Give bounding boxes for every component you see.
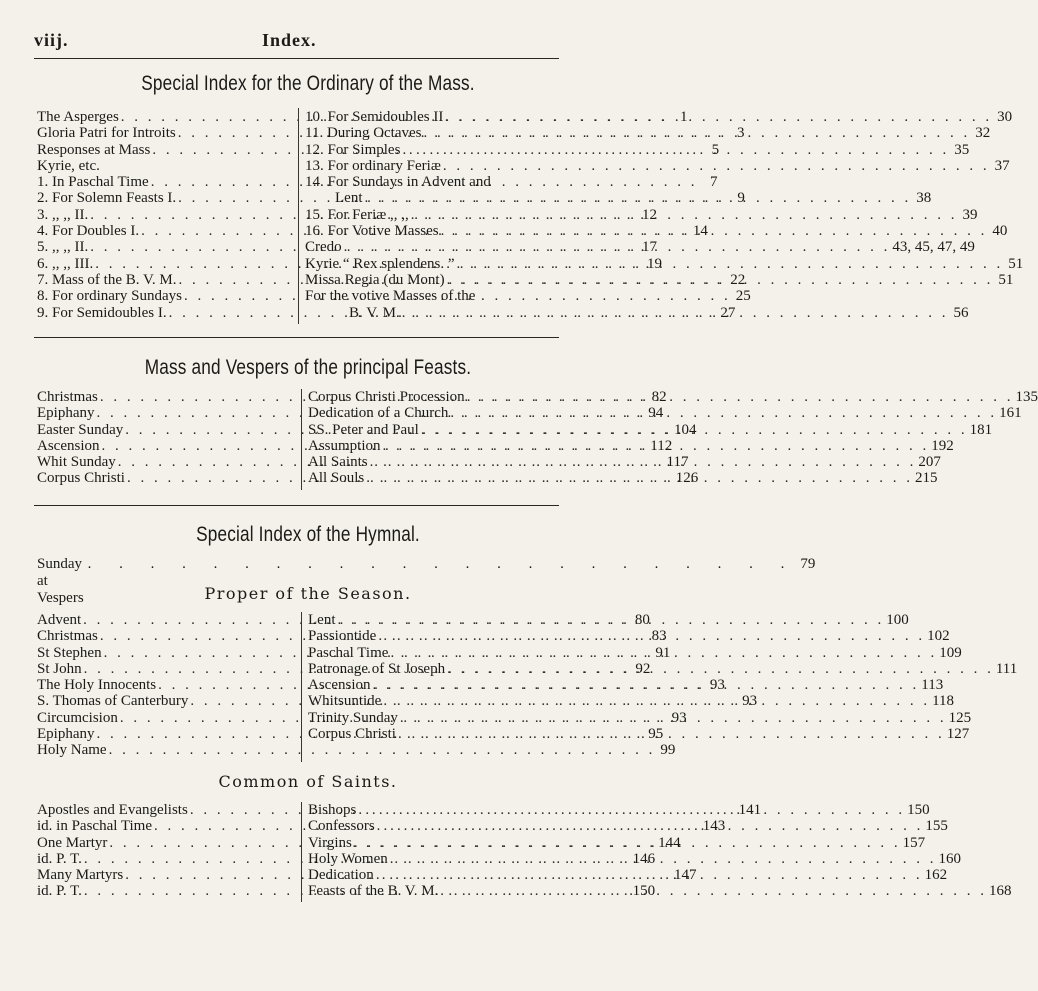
entry-label: 12. For Simples: [305, 141, 401, 158]
entry-page: 150: [907, 802, 930, 818]
index-entry: [305, 288, 563, 304]
entry-page: 162: [924, 867, 948, 884]
column-divider: [298, 108, 299, 324]
entry-page: 9: [737, 190, 745, 207]
leader-dots: [383, 693, 930, 710]
entry-label: Responses at Mass: [37, 141, 151, 158]
leader-dots: [400, 710, 947, 727]
entry-page: 215: [915, 470, 938, 487]
leader-dots: [377, 818, 924, 835]
leader-dots: [450, 405, 997, 422]
entry-label: 6. ,, ,, III.: [37, 255, 94, 272]
entry-page: 93: [671, 709, 687, 726]
leader-dots: [378, 628, 925, 645]
leader-dots: [424, 125, 971, 142]
common-of-saints-title: Common of Saints.: [218, 772, 398, 791]
entry-page: 135: [1015, 389, 1038, 405]
header-rule: [34, 58, 559, 59]
entry-page: 19: [647, 255, 662, 272]
entry-page: 99: [660, 742, 676, 759]
entry-label: Advent: [37, 612, 82, 628]
entry-label: Bishops: [308, 802, 357, 818]
entry-label: S. Thomas of Canterbury: [37, 693, 189, 710]
entry-page: 43, 45, 47, 49: [892, 239, 975, 256]
entry-label: B. V. M.: [349, 304, 400, 321]
index-entry: [305, 125, 991, 142]
entry-label: St Stephen: [37, 644, 102, 661]
entry-label: 3. ,, ,, II.: [37, 206, 89, 223]
entry-label: Patronage of St Joseph: [308, 660, 446, 677]
entry-page: 22: [730, 271, 746, 288]
entry-page: 5: [711, 141, 720, 158]
entry-page: 35: [954, 141, 970, 158]
entry-label: 4. For Doubles I.: [37, 223, 140, 240]
entry-page: 126: [675, 470, 699, 487]
entry-label: Epiphany: [37, 405, 95, 422]
entry-page: 93: [709, 677, 725, 694]
leader-dots: [390, 645, 937, 662]
entry-page: 56: [953, 304, 969, 321]
index-entry: [305, 157, 1010, 174]
entry-page: 113: [921, 677, 944, 694]
entry-label: Holy Name: [37, 742, 107, 759]
leader-dots: [109, 742, 656, 759]
leader-dots: [365, 190, 912, 207]
entry-page: 150: [632, 883, 656, 900]
entry-label: 15. For Feriæ ,, ,,: [305, 206, 409, 223]
running-header: Index.: [262, 30, 317, 50]
entry-page: 168: [989, 883, 1012, 900]
leader-dots: [354, 835, 901, 852]
entry-label: Credo: [305, 239, 342, 256]
entry-label: Gloria Patri for Introits: [37, 125, 176, 142]
entry-page: 104: [673, 421, 697, 438]
entry-page: 155: [925, 818, 948, 835]
entry-label: Epiphany: [37, 726, 95, 743]
entry-page: 17: [642, 239, 657, 256]
entry-page: 3: [736, 125, 745, 142]
entry-label: 5. ,, ,, II.: [37, 239, 89, 256]
entry-page: 112: [650, 437, 673, 454]
leader-dots: [457, 256, 1004, 273]
entry-label: Corpus Christi Procession: [308, 389, 465, 405]
index-entry: [305, 190, 932, 207]
entry-label: Lent: [308, 612, 336, 628]
entry-page: 25: [735, 288, 751, 305]
entry-label: SS. Peter and Paul: [308, 421, 419, 438]
leader-dots: [338, 612, 885, 629]
entry-page: 109: [939, 644, 962, 661]
entry-label: 2. For Solemn Feasts I.: [37, 190, 177, 207]
entry-page: 38: [916, 190, 932, 207]
entry-label: Many Martyrs: [37, 867, 124, 884]
leader-dots: [383, 438, 930, 455]
entry-label: Feasts of the B. V. M.: [308, 883, 439, 900]
entry-label: Corpus Christi: [37, 470, 125, 487]
entry-label: 8. For ordinary Sundays: [37, 288, 182, 305]
leader-dots: [402, 305, 949, 322]
entry-page: 181: [969, 421, 993, 438]
entry-label: Apostles and Evangelists: [37, 802, 188, 818]
entry-label: Lent: [335, 190, 363, 207]
entry-label: 16. For Votive Masses: [305, 223, 439, 240]
entry-page: 83: [651, 628, 667, 645]
entry-page: 100: [886, 612, 909, 628]
entry-page: 143: [702, 818, 726, 835]
leader-dots: [421, 422, 968, 439]
entry-label: The Holy Innocents: [37, 677, 157, 694]
entry-label: 13. For ordinary Feriæ: [305, 157, 441, 174]
entry-label: Sunday at Vespers: [37, 556, 84, 606]
leader-dots: [467, 389, 1014, 406]
entry-page: 141: [738, 802, 762, 818]
entry-page: 144: [658, 834, 681, 851]
entry-page: 51: [998, 271, 1014, 288]
leader-dots: [447, 661, 994, 678]
entry-label: Easter Sunday: [37, 421, 124, 438]
entry-label: One Martyr: [37, 834, 108, 851]
leader-dots: [440, 883, 987, 900]
entry-label: id. in Paschal Time: [37, 818, 153, 835]
entry-page: 37: [994, 157, 1010, 174]
index-entry: [305, 141, 970, 158]
entry-page: 80: [634, 612, 650, 628]
leader-dots: [447, 272, 994, 289]
entry-label: All Saints: [308, 454, 368, 471]
entry-page: 7: [709, 174, 718, 191]
leader-dots: [443, 158, 990, 175]
entry-page: 125: [948, 709, 972, 726]
entry-page: 127: [946, 726, 970, 743]
entry-label: 1. In Paschal Time: [37, 174, 149, 191]
entry-label: Ascension: [37, 437, 100, 454]
entry-label: St John: [37, 660, 82, 677]
entry-page: 91: [655, 644, 671, 661]
column-divider: [301, 802, 302, 902]
column-divider: [301, 612, 302, 762]
entry-page: 1: [680, 109, 688, 125]
entry-label: Virgins: [308, 834, 352, 851]
entry-label: Ascension: [308, 677, 371, 694]
leader-dots: [390, 851, 937, 868]
entry-page: 12: [642, 206, 657, 223]
index-entry: [37, 742, 676, 759]
leader-dots: [344, 239, 891, 256]
leader-dots: [366, 470, 913, 487]
entry-page: 146: [632, 850, 656, 867]
entry-label: Kyrie, etc.: [37, 157, 100, 174]
leader-dots: [376, 867, 923, 884]
entry-label: Paschal Time: [308, 644, 389, 661]
section1-title: Special Index for the Ordinary of the Mass.: [141, 72, 475, 95]
entry-page: 40: [992, 223, 1008, 240]
entry-page: 157: [902, 834, 926, 851]
entry-page: 160: [938, 850, 962, 867]
proper-of-season-title: Proper of the Season.: [204, 584, 412, 603]
leader-dots: [402, 142, 949, 159]
section3-title: Special Index of the Hymnal.: [196, 523, 420, 546]
leader-dots: [358, 802, 905, 819]
entry-label: 14. For Sundays in Advent and: [305, 174, 491, 191]
entry-page: 39: [962, 206, 978, 223]
entry-label: id. P. T.: [37, 883, 82, 900]
index-entry: [37, 158, 293, 174]
index-entry: [305, 174, 563, 190]
entry-page: 51: [1008, 255, 1024, 272]
entry-label: id. P. T.: [37, 850, 82, 867]
entry-label: All Souls: [308, 470, 365, 487]
entry-page: 79: [800, 556, 816, 572]
entry-page: 95: [648, 726, 664, 743]
leader-dots: [445, 109, 992, 126]
index-entry: [305, 109, 1013, 125]
leader-dots: [441, 223, 988, 240]
entry-label: Corpus Christi: [308, 726, 396, 743]
entry-page: 192: [931, 437, 954, 454]
leader-dots: [398, 726, 945, 743]
entry-label: 9. For Semidoubles I.: [37, 304, 167, 321]
entry-page: 147: [674, 867, 697, 884]
entry-page: 117: [666, 454, 689, 471]
entry-label: Missa Regia (du Mont): [305, 271, 445, 288]
leader-dots: [411, 207, 958, 224]
entry-page: 92: [635, 660, 651, 677]
leader-dots: [370, 454, 917, 471]
entry-page: 30: [997, 109, 1013, 125]
page-number: viij.: [34, 30, 69, 50]
entry-page: 27: [720, 304, 736, 321]
entry-label: Holy Women: [308, 850, 388, 867]
entry-label: Dedication of a Church: [308, 405, 449, 422]
section-rule: [34, 505, 559, 506]
entry-page: 32: [975, 125, 991, 142]
entry-label: 11. During Octaves: [305, 125, 422, 142]
entry-page: 82: [651, 389, 667, 405]
entry-label: Kyrie “ Rex splendens. ”: [305, 255, 455, 272]
entry-label: Christmas: [37, 628, 98, 645]
entry-label: Circumcision: [37, 709, 118, 726]
entry-label: Whitsuntide: [308, 693, 382, 710]
entry-label: 7. Mass of the B. V. M.: [37, 271, 177, 288]
entry-page: 207: [918, 454, 941, 471]
entry-page: 161: [999, 405, 1022, 422]
entry-page: 94: [648, 405, 664, 422]
entry-label: For the votive Masses of the: [305, 288, 476, 305]
entry-label: Whit Sunday: [37, 454, 116, 471]
leader-dots: [373, 677, 920, 694]
entry-page: 14: [692, 223, 708, 240]
entry-label: The Asperges: [37, 109, 119, 125]
leader-dots: . . . . . . . . . . . . . . . . . . . . . . .: [87, 556, 797, 572]
entry-page: 102: [927, 628, 950, 645]
entry-label: Confessors: [308, 818, 375, 835]
entry-label: 10. For Semidoubles II: [305, 109, 444, 125]
entry-label: Christmas: [37, 389, 98, 405]
entry-page: 118: [932, 693, 955, 710]
entry-label: Assumption: [308, 437, 381, 454]
entry-label: Passiontide: [308, 628, 377, 645]
section2-title: Mass and Vespers of the principal Feasts.: [144, 356, 472, 379]
entry-page: 111: [995, 660, 1018, 677]
column-divider: [301, 389, 302, 490]
section-rule: [34, 337, 559, 338]
entry-page: 93: [742, 693, 758, 710]
entry-label: Dedication: [308, 867, 374, 884]
entry-label: Trinity Sunday: [308, 709, 398, 726]
